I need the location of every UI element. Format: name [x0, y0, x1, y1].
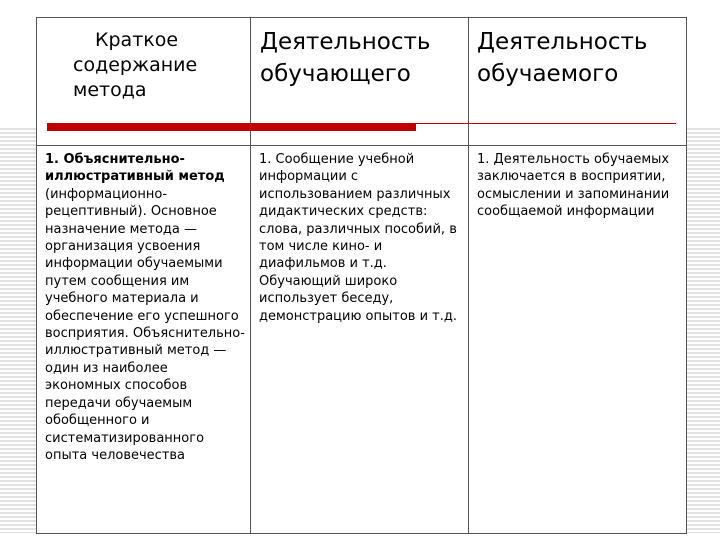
cell-teacher-activity: 1. Сообщение учебной информации с использованием различных дидактических средств: слова, различных пособий, в том числе кино- и диафильмов и т.д. Обучающий широко использует беседу, демонстрацию опытов и т.д.: [259, 152, 458, 324]
method-text: (информационно-рецептивный). Основное назначение метода — организация усвоения информации обучаемыми путем сообщения им учебного материала и обеспечение его успешного восприятия. Объяснительно-иллюстративный метод — один из наиболее экономных способов передачи обучаемым обобщенного и систематизированного опыта человечества: [45, 186, 245, 463]
header-teacher-activity: Деятельность обучающего: [260, 29, 431, 87]
method-title: 1. Объяснительно-иллюстративный метод: [45, 152, 225, 185]
header-learner-activity: Деятельность обучаемого: [477, 29, 648, 87]
header-method-summary-line3: метода: [73, 79, 147, 101]
method-table: [36, 17, 687, 534]
header-method-summary-line1: Краткое: [95, 29, 179, 51]
header-method-summary-line2: содержание: [73, 54, 198, 76]
cell-learner-activity: 1. Деятельность обучаемых заключается в восприятии, осмыслении и запоминании сообщаемой информации: [477, 152, 670, 220]
cell-method-description: [37, 146, 250, 464]
header-method-summary: [37, 18, 250, 145]
